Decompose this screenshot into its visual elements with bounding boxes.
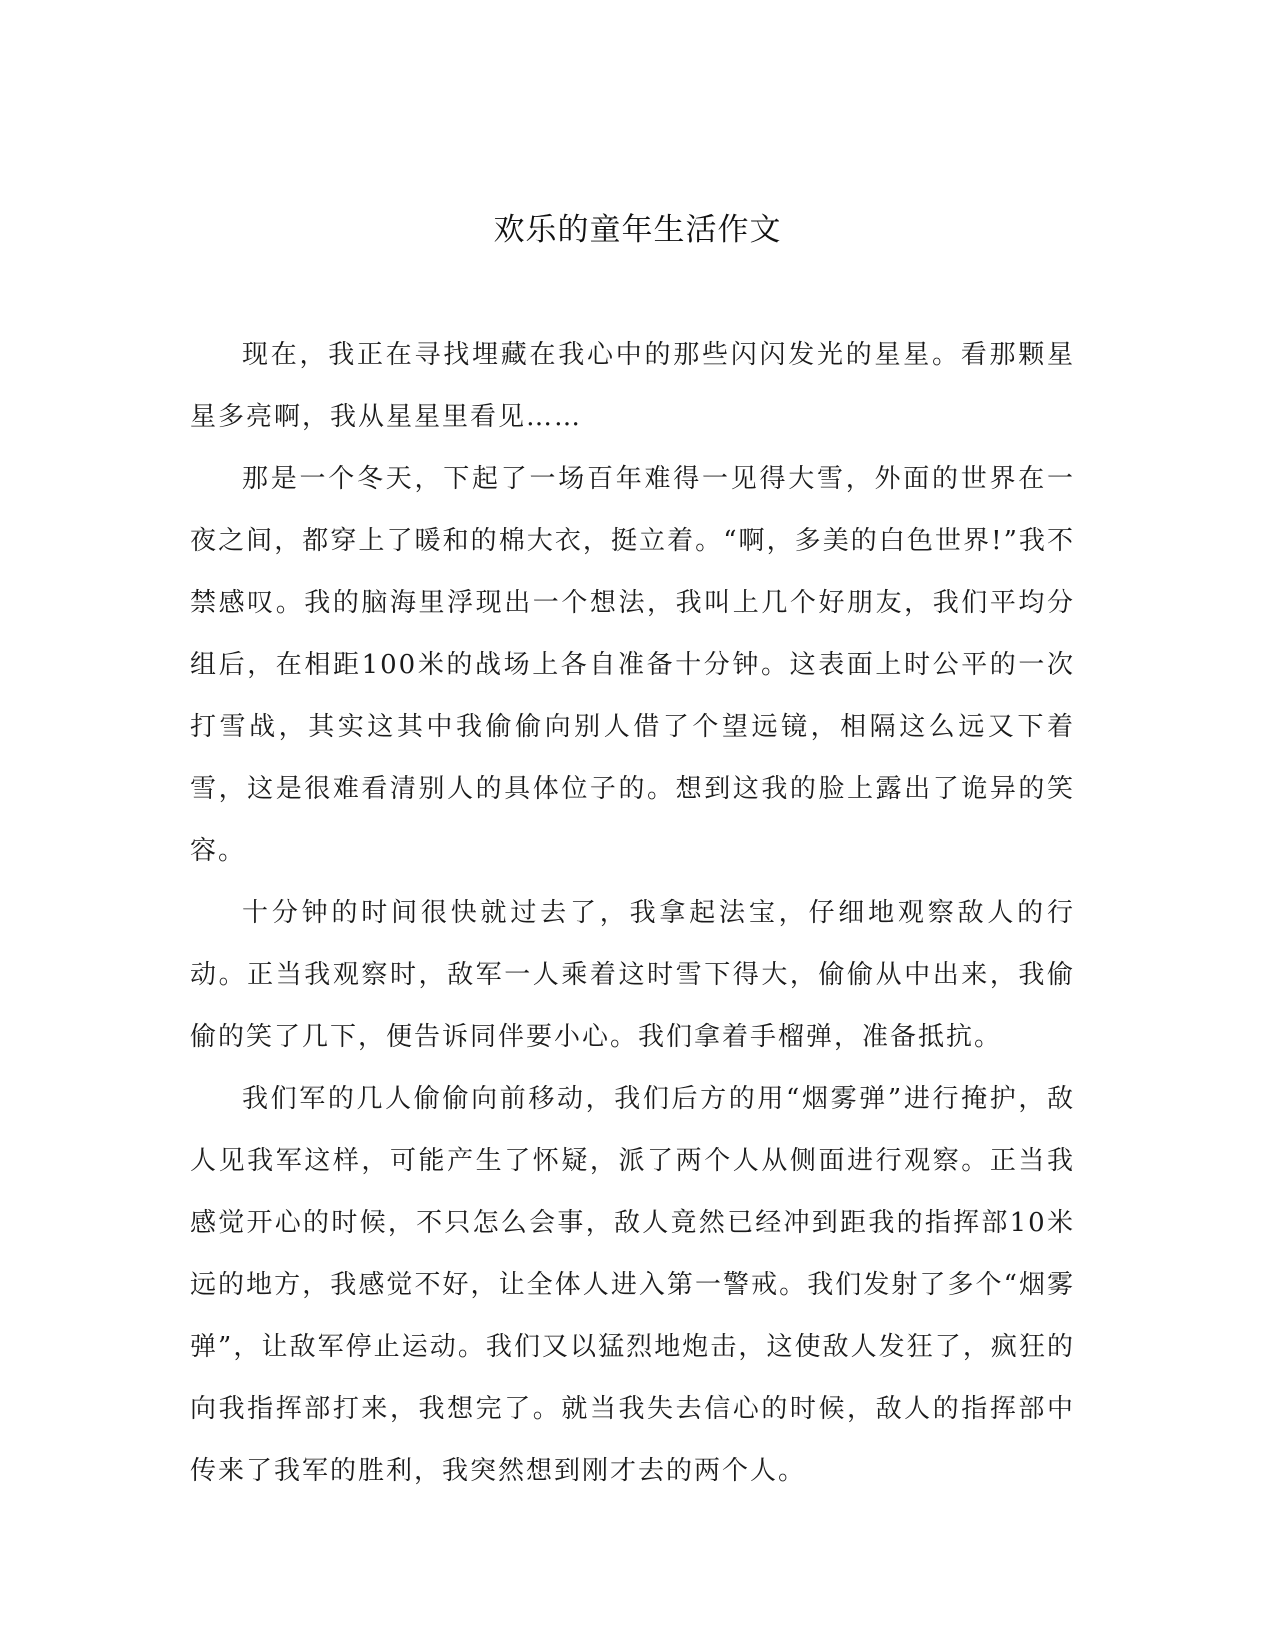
paragraph: 那是一个冬天，下起了一场百年难得一见得大雪，外面的世界在一夜之间，都穿上了暖和的棉大衣，挺立着。“啊，多美的白色世界!”我不禁感叹。我的脑海里浮现出一个想法，我叫上几个好朋友，我们平均分组后，在相距100米的战场上各自准备十分钟。这表面上时公平的一次打雪战，其实这其中我偷偷向别人借了个望远镜，相隔这么远又下着雪，这是很难看清别人的具体位子的。想到这我的脸上露出了诡异的笑容。 <box>190 464 1075 866</box>
page-title: 欢乐的童年生活作文 <box>493 212 782 248</box>
paragraph: 我们军的几人偷偷向前移动，我们后方的用“烟雾弹”进行掩护，敌人见我军这样，可能产生了怀疑，派了两个人从侧面进行观察。正当我感觉开心的时候，不只怎么会事，敌人竟然已经冲到距我的指挥部10米远的地方，我感觉不好，让全体人进入第一警戒。我们发射了多个“烟雾弹”，让敌军停止运动。我们又以猛烈地炮击，这使敌人发狂了，疯狂的向我指挥部打来，我想完了。就当我失去信心的时候，敌人的指挥部中传来了我军的胜利，我突然想到刚才去的两个人。 <box>190 1084 1075 1486</box>
essay-body <box>190 324 1075 1502</box>
paragraph: 十分钟的时间很快就过去了，我拿起法宝，仔细地观察敌人的行动。正当我观察时，敌军一人乘着这时雪下得大，偷偷从中出来，我偷偷的笑了几下，便告诉同伴要小心。我们拿着手榴弹，准备抵抗。 <box>190 898 1075 1052</box>
paragraph: 现在，我正在寻找埋藏在我心中的那些闪闪发光的星星。看那颗星星多亮啊，我从星星里看见…… <box>190 340 1075 432</box>
